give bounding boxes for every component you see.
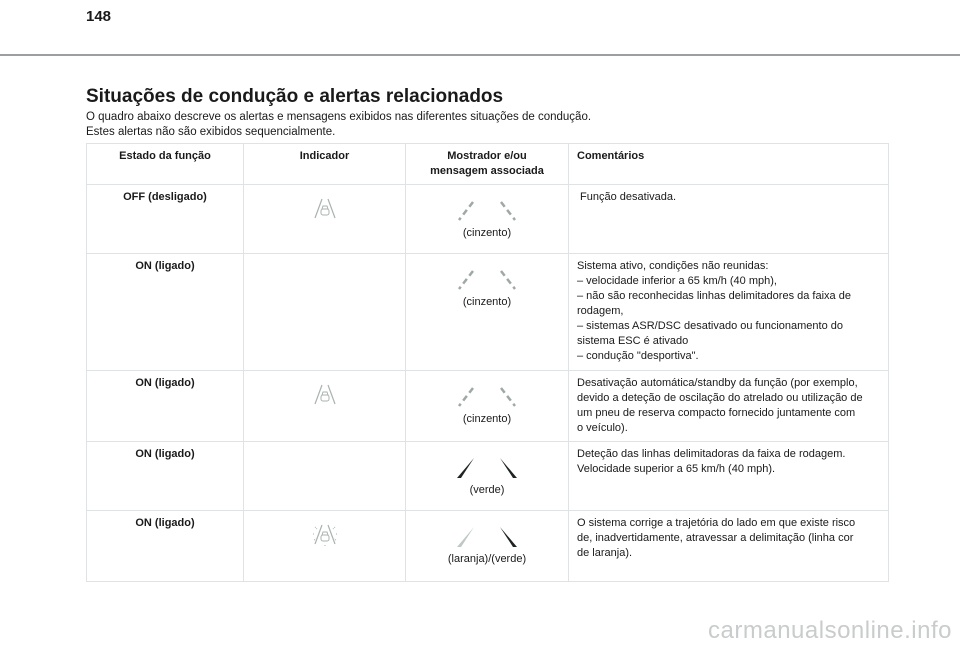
intro bbox=[86, 110, 591, 140]
lane-lines-icon bbox=[410, 457, 564, 479]
watermark: carmanualsonline.info bbox=[708, 617, 952, 644]
function-state: ON (ligado) bbox=[87, 511, 244, 582]
comment-line: – sistemas ASR/DSC desativado ou funcionamento do bbox=[577, 320, 843, 332]
comment-line: de laranja). bbox=[577, 547, 633, 559]
header-divider bbox=[0, 54, 960, 56]
comment-line: sistema ESC é ativado bbox=[577, 335, 689, 347]
function-state: ON (ligado) bbox=[87, 442, 244, 511]
display-cell bbox=[406, 185, 569, 254]
table-row bbox=[87, 442, 889, 511]
comment-line: rodagem, bbox=[577, 305, 624, 317]
comment-line: Função desativada. bbox=[577, 191, 677, 203]
display-cell bbox=[406, 371, 569, 442]
comment-cell bbox=[569, 185, 889, 254]
indicator-cell bbox=[244, 185, 406, 254]
table-row bbox=[87, 371, 889, 442]
display-cell bbox=[406, 254, 569, 371]
comment-cell bbox=[569, 254, 889, 371]
comment-cell bbox=[569, 371, 889, 442]
comment-line: Desativação automática/standby da função (por exemplo, bbox=[577, 377, 858, 389]
display-label: (verde) bbox=[469, 484, 505, 496]
comment-line: Deteção das linhas delimitadoras da faixa de rodagem. bbox=[577, 448, 846, 460]
lane-assist-active-icon bbox=[248, 524, 401, 546]
page-number: 148 bbox=[86, 8, 112, 25]
display-cell bbox=[406, 511, 569, 582]
page-title: Situações de condução e alertas relacionados bbox=[86, 86, 504, 107]
comment-cell bbox=[569, 442, 889, 511]
lane-lines-icon bbox=[410, 269, 564, 291]
comment-line: O sistema corrige a trajetória do lado em que existe risco bbox=[577, 517, 856, 529]
comment-line: de, inadvertidamente, atravessar a delimitação (linha cor bbox=[577, 532, 854, 544]
lane-lines-icon bbox=[410, 526, 564, 548]
comment-line: – não são reconhecidas linhas delimitadores da faixa de bbox=[577, 290, 851, 302]
display-cell bbox=[406, 442, 569, 511]
comment-line: – velocidade inferior a 65 km/h (40 mph), bbox=[577, 275, 777, 287]
display-label: (cinzento) bbox=[462, 296, 512, 308]
header-display: Mostrador e/ou mensagem associada bbox=[406, 144, 569, 185]
intro-line: O quadro abaixo descreve os alertas e mensagens exibidos nas diferentes situações de condução. bbox=[86, 111, 592, 123]
comment-line: um pneu de reserva compacto fornecido juntamente com bbox=[577, 407, 856, 419]
alerts-table bbox=[86, 143, 889, 582]
display-label: (cinzento) bbox=[462, 413, 512, 425]
table-row bbox=[87, 511, 889, 582]
comment-line: devido a deteção de oscilação do atrelado ou utilização de bbox=[577, 392, 863, 404]
lane-lines-icon bbox=[410, 386, 564, 408]
table-row bbox=[87, 185, 889, 254]
function-state: ON (ligado) bbox=[87, 371, 244, 442]
lane-assist-grey-icon bbox=[248, 198, 401, 220]
header-state: Estado da função bbox=[87, 144, 244, 185]
lane-lines-icon bbox=[410, 200, 564, 222]
header-indicator: Indicador bbox=[244, 144, 406, 185]
comment-cell bbox=[569, 511, 889, 582]
intro-line: Estes alertas não são exibidos sequencialmente. bbox=[86, 126, 336, 138]
indicator-cell bbox=[244, 254, 406, 371]
table-row bbox=[87, 254, 889, 371]
function-state: OFF (desligado) bbox=[87, 185, 244, 254]
display-label: (cinzento) bbox=[462, 227, 512, 239]
header-comments: Comentários bbox=[569, 144, 889, 185]
comment-line: o veículo). bbox=[577, 422, 628, 434]
indicator-cell bbox=[244, 511, 406, 582]
display-label: (laranja)/(verde) bbox=[447, 553, 527, 565]
comment-line: Sistema ativo, condições não reunidas: bbox=[577, 260, 769, 272]
lane-assist-grey-icon bbox=[248, 384, 401, 406]
comment-line: Velocidade superior a 65 km/h (40 mph). bbox=[577, 463, 776, 475]
function-state: ON (ligado) bbox=[87, 254, 244, 371]
indicator-cell bbox=[244, 371, 406, 442]
indicator-cell bbox=[244, 442, 406, 511]
comment-line: – condução "desportiva". bbox=[577, 350, 699, 362]
